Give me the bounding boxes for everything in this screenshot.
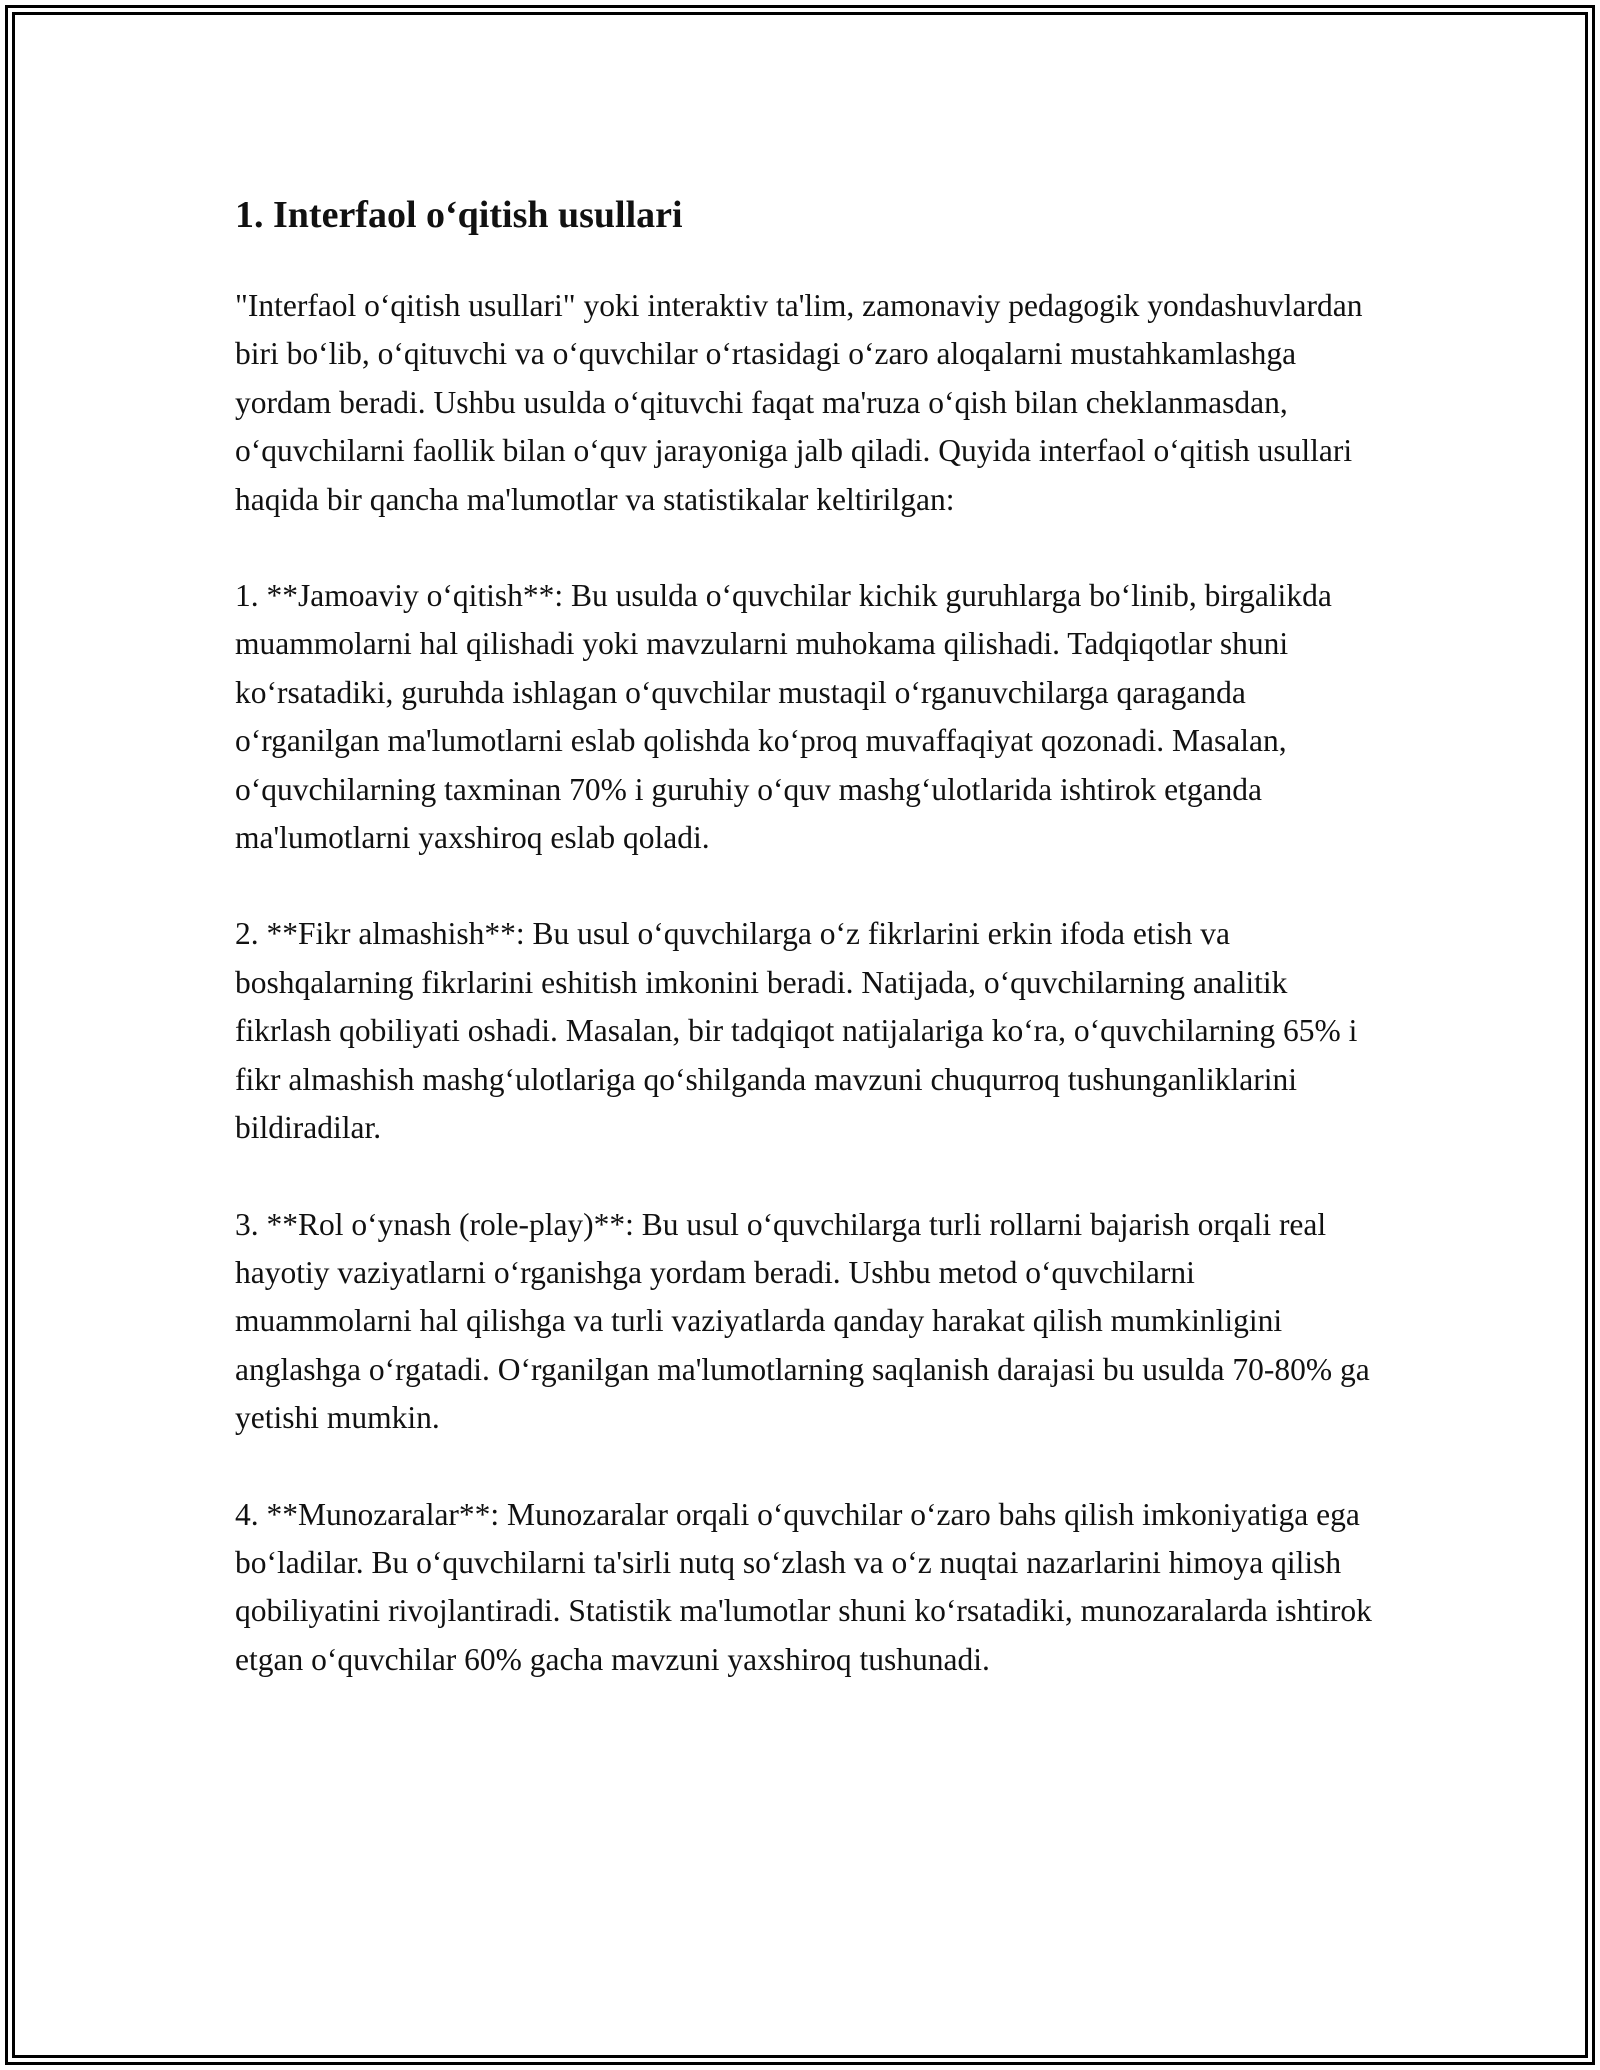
document-body bbox=[235, 184, 1375, 1732]
list-item-jamoaviy-oqitish: 1. **Jamoaviy o‘qitish**: Bu usulda o‘quvchilar kichik guruhlarga bo‘linib, birgalikda muammolarni hal qilishadi yoki mavzularni muhokama qilishadi. Tadqiqotlar shuni ko‘rsatadiki, guruhda ishlagan o‘quvchilar mustaqil o‘rganuvchilarga qaraganda o‘rganilgan ma'lumotlarni eslab qolishda ko‘proq muvaffaqiyat qozonadi. Masalan, o‘quvchilarning taxminan 70% i guruhiy o‘quv mashg‘ulotlarida ishtirok etganda ma'lumotlarni yaxshiroq eslab qoladi. bbox=[235, 578, 1332, 856]
list-item-rol-oynash: 3. **Rol o‘ynash (role-play)**: Bu usul o‘quvchilarga turli rollarni bajarish orqali real hayotiy vaziyatlarni o‘rganishga yordam beradi. Ushbu metod o‘quvchilarni muammolarni hal qilishga va turli vaziyatlarda qanday harakat qilish mumkinligini anglashga o‘rgatadi. O‘rganilgan ma'lumotlarning saqlanish darajasi bu usulda 70-80% ga yetishi mumkin. bbox=[235, 1206, 1370, 1436]
list-item-munozaralar: 4. **Munozaralar**: Munozaralar orqali o‘quvchilar o‘zaro bahs qilish imkoniyatiga ega bo‘ladilar. Bu o‘quvchilarni ta'sirli nutq so‘zlash va o‘z nuqtai nazarlarini himoya qilish qobiliyatini rivojlantiradi. Statistik ma'lumotlar shuni ko‘rsatadiki, munozaralarda ishtirok etgan o‘quvchilar 60% gacha mavzuni yaxshiroq tushunadi. bbox=[235, 1496, 1372, 1677]
intro-paragraph: "Interfaol o‘qitish usullari" yoki interaktiv ta'lim, zamonaviy pedagogik yondashuvlardan biri bo‘lib, o‘qituvchi va o‘quvchilar o‘rtasidagi o‘zaro aloqalarni mustahkamlashga yordam beradi. Ushbu usulda o‘qituvchi faqat ma'ruza o‘qish bilan cheklanmasdan, o‘quvchilarni faollik bilan o‘quv jarayoniga jalb qiladi. Quyida interfaol o‘qitish usullari haqida bir qancha ma'lumotlar va statistikalar keltirilgan: bbox=[235, 288, 1363, 517]
list-item-fikr-almashish: 2. **Fikr almashish**: Bu usul o‘quvchilarga o‘z fikrlarini erkin ifoda etish va boshqalarning fikrlarini eshitish imkonini beradi. Natijada, o‘quvchilarning analitik fikrlash qobiliyati oshadi. Masalan, bir tadqiqot natijalariga ko‘ra, o‘quvchilarning 65% i fikr almashish mashg‘ulotlariga qo‘shilganda mavzuni chuqurroq tushunganliklarini bildiradilar. bbox=[235, 916, 1358, 1146]
document-title: 1. Interfaol o‘qitish usullari bbox=[235, 194, 683, 236]
